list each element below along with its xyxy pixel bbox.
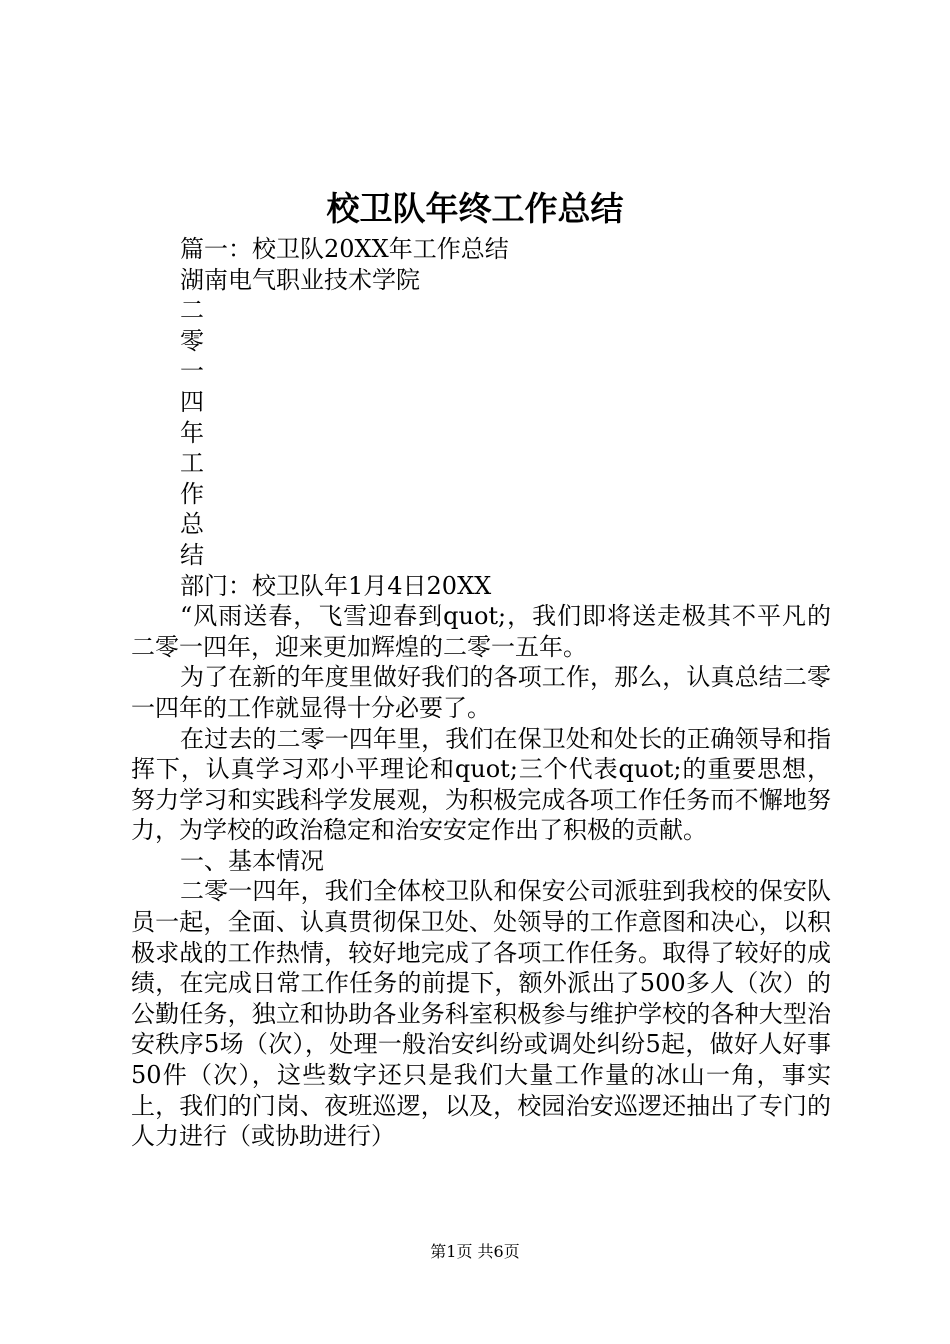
institution-name: 湖南电气职业技术学院: [180, 265, 420, 294]
page-footer: 第1页 共6页: [430, 1242, 520, 1261]
vertical-title-char: 年: [180, 418, 204, 447]
vertical-title-char: 二: [180, 296, 204, 325]
chapter-heading: 篇一：校卫队20XX年工作总结: [180, 235, 509, 263]
vertical-title-char: 一: [180, 357, 204, 386]
vertical-title-char: 零: [180, 326, 204, 355]
vertical-title-char: 总: [180, 510, 204, 539]
vertical-title-char: 四: [180, 387, 204, 416]
department-date-line: 部门：校卫队年1月4日20XX: [180, 571, 492, 600]
document-body: [131, 234, 831, 1152]
body-paragraph: 在过去的二零一四年里，我们在保卫处和处长的正确领导和指挥下，认真学习邓小平理论和quot;三个代表quot;的重要思想，努力学习和实践科学发展观，为积极完成各项工作任务而不懈地努力，为学校的政治稳定和治安安定作出了积极的贡献。: [131, 724, 831, 845]
vertical-title-char: 工: [180, 449, 204, 478]
body-paragraph: 二零一四年，我们全体校卫队和保安公司派驻到我校的保安队员一起，全面、认真贯彻保卫处、处领导的工作意图和决心，以积极求战的工作热情，较好地完成了各项工作任务。取得了较好的成绩，在完成日常工作任务的前提下，额外派出了500多人（次）的公勤任务，独立和协助各业务科室积极参与维护学校的各种大型治安秩序5场（次），处理一般治安纠纷或调处纠纷5起，做好人好事50件（次），这些数字还只是我们大量工作量的冰山一角，事实上，我们的门岗、夜班巡逻，以及，校园治安巡逻还抽出了专门的人力进行（或协助进行）: [131, 877, 831, 1151]
vertical-title-char: 作: [180, 479, 204, 508]
body-paragraph: “风雨送春，飞雪迎春到quot;，我们即将送走极其不平凡的二零一四年，迎来更加辉煌的二零一五年。: [131, 602, 831, 661]
vertical-title-char: 结: [180, 540, 204, 569]
section-heading: 一、基本情况: [180, 846, 324, 875]
document-title: 校卫队年终工作总结: [326, 189, 624, 228]
body-paragraph: 为了在新的年度里做好我们的各项工作，那么，认真总结二零一四年的工作就显得十分必要了。: [131, 663, 831, 722]
